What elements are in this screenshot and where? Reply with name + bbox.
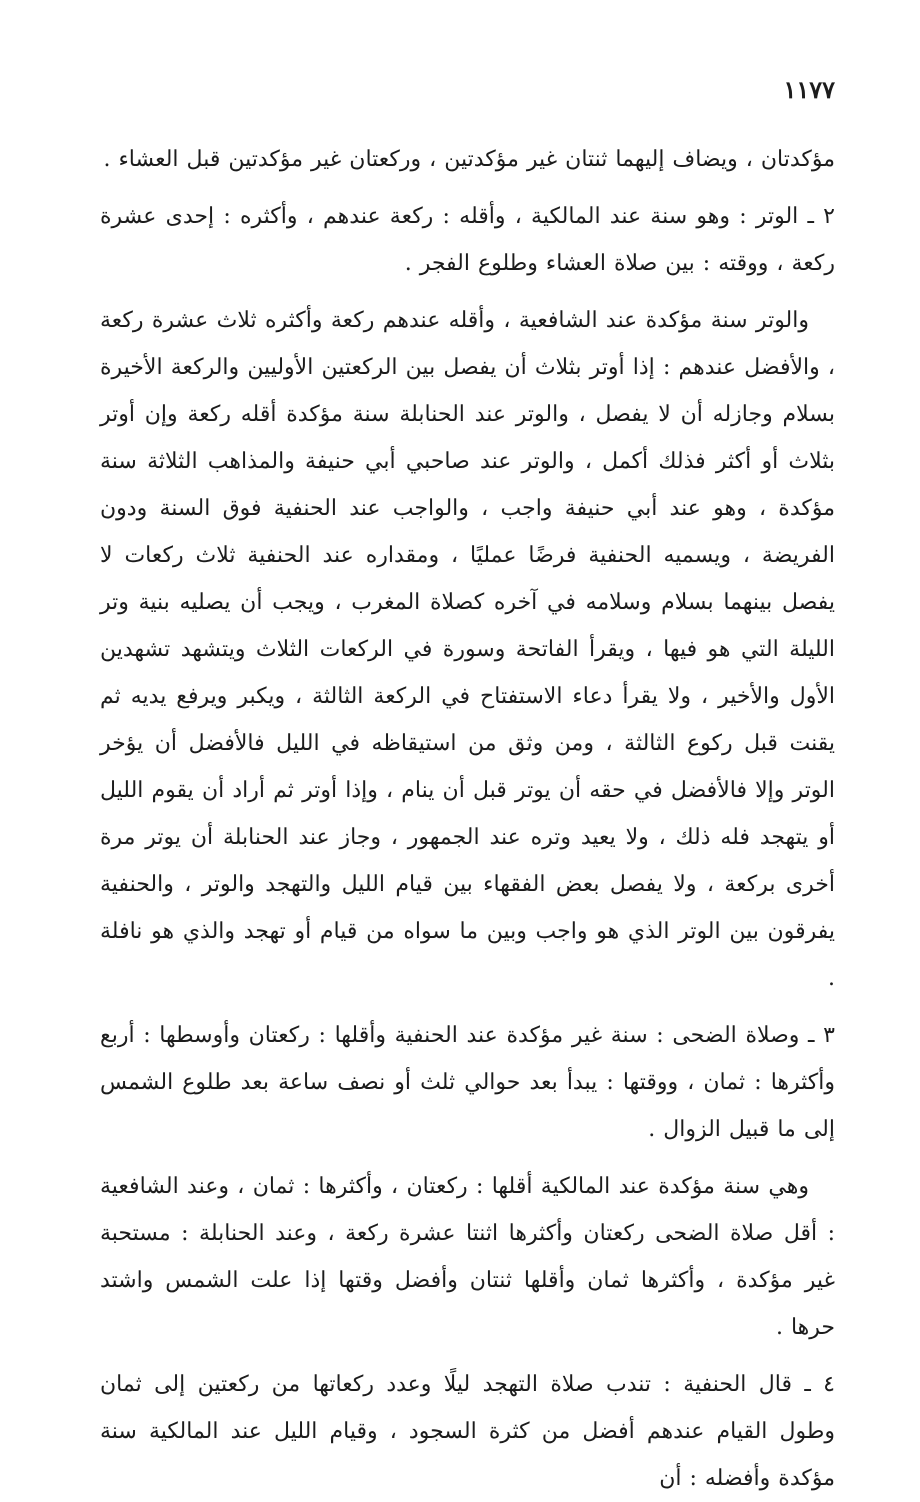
page-number: ١١٧٧: [783, 75, 835, 104]
paragraph-continuation: مؤكدتان ، ويضاف إليهما ثنتان غير مؤكدتين ، وركعتان غير مؤكدتين قبل العشاء .: [103, 147, 835, 172]
paragraph-witr-details: والوتر سنة مؤكدة عند الشافعية ، وأقله عندهم ركعة وأكثره ثلاث عشرة ركعة ، والأفضل عندهم : إذا أوتر بثلاث أن يفصل بين الركعتين الأوليين والركعة الأخيرة بسلام وجازله أن لا يفصل ، والوتر عند الحنابلة سنة مؤكدة أقله ركعة وإن أوتر بثلاث أو أكثر فذلك أكمل ، والوتر عند صاحبي أبي حنيفة والمذاهب الثلاثة سنة مؤكدة ، وهو عند أبي حنيفة واجب ، والواجب عند الحنفية فوق السنة ودون الفريضة ، ويسميه الحنفية فرضًا عمليًا ، ومقداره عند الحنفية ثلاث ركعات لا يفصل بينهما بسلام وسلامه في آخره كصلاة المغرب ، ويجب أن يصليه بنية وتر الليلة التي هو فيها ، ويقرأ الفاتحة وسورة في الركعات الثلاث ويتشهد تشهدين الأول والأخير ، ولا يقرأ دعاء الاستفتاح في الركعة الثالثة ، ويكبر ويرفع يديه ثم يقنت قبل ركوع الثالثة ، ومن وثق من استيقاظه في الليل فالأفضل أن يؤخر الوتر وإلا فالأفضل في حقه أن يوتر قبل أن ينام ، وإذا أوتر ثم أراد أن يقوم الليل أو يتهجد فله ذلك ، ولا يعيد وتره عند الجمهور ، وجاز عند الحنابلة أن يوتر مرة أخرى بركعة ، ولا يفصل بعض الفقهاء بين قيام الليل والتهجد والوتر ، والحنفية يفرقون بين الوتر الذي هو واجب وبين ما سواه من قيام أو تهجد والذي هو نافلة .: [100, 308, 835, 991]
document-page: [100, 70, 835, 1502]
paragraph-duha: ٣ ـ وصلاة الضحى : سنة غير مؤكدة عند الحنفية وأقلها : ركعتان وأوسطها : أربع وأكثرها : ثمان ، ووقتها : يبدأ بعد حوالي ثلث أو نصف ساعة بعد طلوع الشمس إلى ما قبيل الزوال .: [100, 1023, 835, 1142]
paragraph-witr-maliki: ٢ ـ الوتر : وهو سنة عند المالكية ، وأقله : ركعة عندهم ، وأكثره : إحدى عشرة ركعة ، ووقته : بين صلاة العشاء وطلوع الفجر .: [100, 204, 835, 276]
paragraph-duha-schools: وهي سنة مؤكدة عند المالكية أقلها : ركعتان ، وأكثرها : ثمان ، وعند الشافعية : أقل صلاة الضحى ركعتان وأكثرها اثنتا عشرة ركعة ، وعند الحنابلة : مستحبة غير مؤكدة ، وأكثرها ثمان وأقلها ثنتان وأفضل وقتها إذا علت الشمس واشتد حرها .: [100, 1174, 835, 1340]
paragraph-tahajjud: ٤ ـ قال الحنفية : تندب صلاة التهجد ليلًا وعدد ركعاتها من ركعتين إلى ثمان وطول القيام عندهم أفضل من كثرة السجود ، وقيام الليل عند المالكية سنة مؤكدة وأفضله : أن: [100, 1372, 835, 1491]
